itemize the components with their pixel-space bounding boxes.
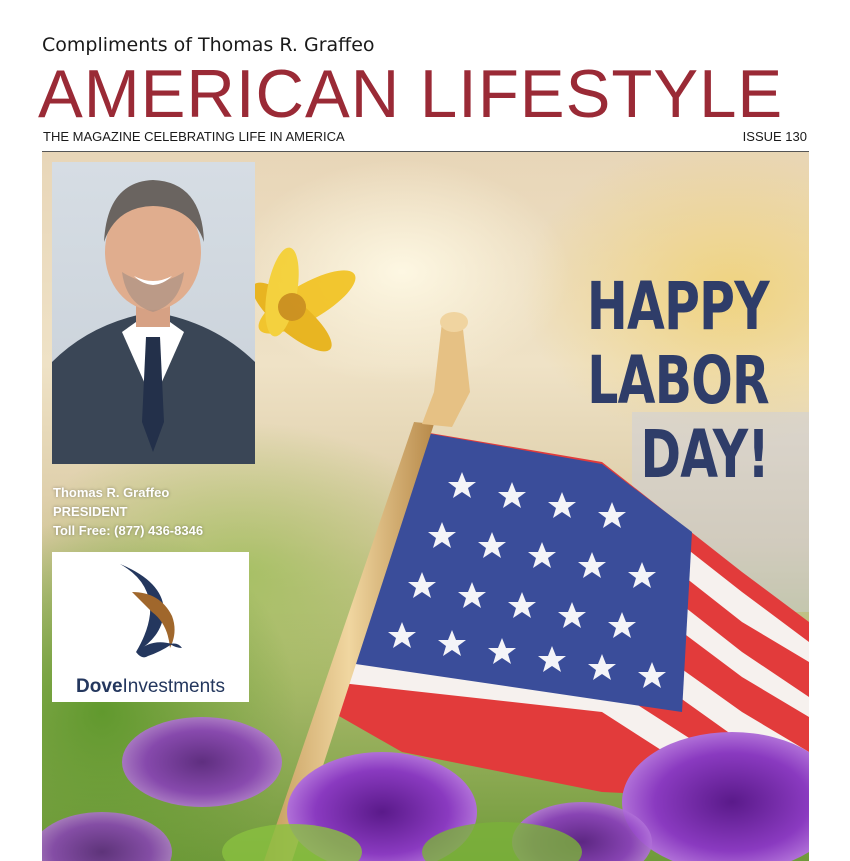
headline-line-2: LABOR [587, 342, 769, 419]
company-logo [52, 552, 249, 702]
agent-contact [53, 483, 203, 540]
headline-line-3: DAY! [640, 416, 769, 493]
logo-name-rest: Investments [122, 676, 225, 697]
cover-image [42, 151, 809, 861]
agent-phone: Toll Free: (877) 436-8346 [53, 523, 204, 538]
agent-title: PRESIDENT [53, 504, 128, 519]
dove-logo-icon [52, 552, 249, 672]
headline-line-1: HAPPY [587, 268, 769, 345]
agent-portrait [52, 162, 255, 464]
cover-headline [523, 270, 769, 492]
agent-name: Thomas R. Graffeo [53, 485, 170, 500]
tagline: THE MAGAZINE CELEBRATING LIFE IN AMERICA [43, 129, 345, 144]
magazine-title: AMERICAN LIFESTYLE [38, 56, 784, 132]
issue-number: ISSUE 130 [742, 129, 807, 144]
logo-name-bold: Dove [76, 676, 123, 697]
compliments-line: Compliments of Thomas R. Graffeo [42, 34, 375, 56]
